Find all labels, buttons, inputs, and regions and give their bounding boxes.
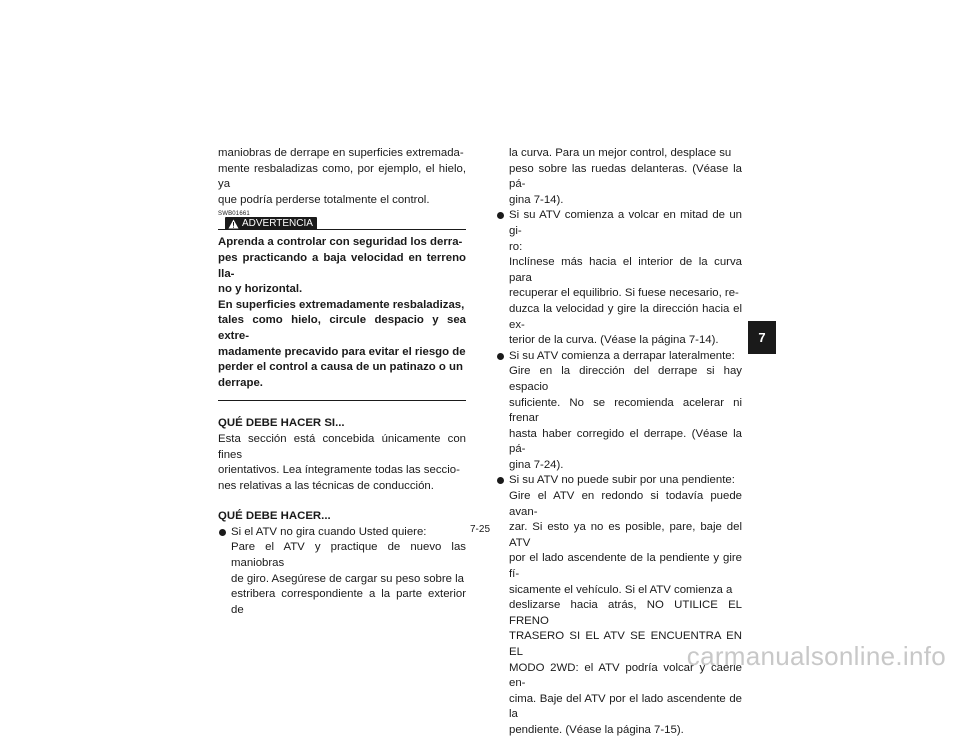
cont-line: gina 7-14). — [509, 193, 564, 206]
bullet-line: TRASERO SI EL ATV SE ENCUENTRA EN EL — [509, 630, 742, 658]
left-column — [218, 146, 466, 618]
bullet-item — [496, 349, 742, 474]
section-heading: QUÉ DEBE HACER... — [218, 510, 331, 523]
bullet-title: Si su ATV no puede subir por una pendiente: — [509, 474, 735, 487]
bullet-line: estribera correspondiente a la parte exterior de — [231, 588, 466, 616]
bullet-line: duzca la velocidad y gire la dirección hacia el ex- — [509, 302, 742, 331]
bullet-title: Si su ATV comienza a derrapar lateralmente: — [509, 349, 735, 362]
warning-header — [218, 217, 466, 233]
para-line: Esta sección está concebida únicamente con fines — [218, 432, 466, 461]
warning-code: SWB01661 — [218, 211, 250, 218]
section-heading: QUÉ DEBE HACER SI... — [218, 417, 345, 430]
bullet-line: Gire en la dirección del derrape si hay espacio — [509, 365, 742, 393]
para-line: nes relativas a las técnicas de conducción. — [218, 479, 434, 492]
cont-line: la curva. Para un mejor control, desplace su — [509, 147, 732, 159]
warning-line: tales como hielo, circule despacio y sea extre- — [218, 314, 466, 342]
intro-line: mente resbaladizas como, por ejemplo, el hielo, ya — [218, 162, 466, 191]
warning-line: madamente precavido para evitar el riesgo de — [218, 345, 466, 358]
bullet-item — [218, 525, 466, 619]
warning-line: pes practicando a baja velocidad en terreno lla- — [218, 251, 466, 280]
warning-line: derrape. — [218, 376, 263, 389]
bullet-line: hasta haber corregido el derrape. (Véase la pá- — [509, 427, 742, 456]
bullet-line: de giro. Asegúrese de cargar su peso sobre la — [231, 572, 465, 585]
bullet-title: Si su ATV comienza a volcar en mitad de un gi- — [509, 209, 742, 237]
continued-text — [496, 146, 742, 208]
warning-triangle-icon — [228, 219, 239, 229]
section-tab: 7 — [748, 321, 776, 354]
warning-end-rule — [218, 400, 466, 401]
cont-line: peso sobre las ruedas delanteras. (Véase la pá- — [509, 162, 742, 191]
warning-badge — [225, 217, 317, 230]
bullet-item — [496, 473, 742, 738]
bullet-line: pendiente. (Véase la página 7-15). — [509, 723, 684, 736]
bullet-line: cima. Baje del ATV por el lado ascendente de la — [509, 692, 742, 721]
warning-line: perder el control a causa de un patinazo o un — [218, 361, 463, 374]
bullet-title: ro: — [509, 240, 523, 253]
warning-line: Aprenda a controlar con seguridad los derra- — [218, 236, 463, 249]
warning-body — [218, 235, 466, 391]
bullet-line: por el lado ascendente de la pendiente y gire fí- — [509, 552, 742, 581]
bullet-line: Pare el ATV y practique de nuevo las maniobras — [231, 541, 466, 570]
watermark: carmanualsonline.info — [686, 641, 946, 671]
warning-line: En superficies extremadamente resbaladizas, — [218, 298, 465, 311]
intro-line: maniobras de derrape en superficies extremada- — [218, 147, 464, 159]
warning-line: no y horizontal. — [218, 283, 303, 296]
bullet-line: terior de la curva. (Véase la página 7-14). — [509, 334, 719, 347]
bullet-line: Gire el ATV en redondo si todavía puede avan- — [509, 490, 742, 518]
bullet-item — [496, 208, 742, 348]
bullet-line: recuperar el equilibrio. Si fuese necesario, re- — [509, 287, 739, 300]
para-line: orientativos. Lea íntegramente todas las seccio- — [218, 464, 460, 477]
bullet-title: Si el ATV no gira cuando Usted quiere: — [231, 525, 427, 538]
bullet-line: suficiente. No se recomienda acelerar ni frenar — [509, 396, 742, 425]
bullet-line: sicamente el vehículo. Si el ATV comienza a — [509, 583, 733, 596]
bullet-dot-icon — [497, 353, 504, 360]
bullet-line: zar. Si esto ya no es posible, pare, baje del ATV — [509, 521, 742, 549]
bullet-dot-icon — [497, 477, 504, 484]
intro-line: que podría perderse totalmente el control. — [218, 193, 430, 206]
warning-label: ADVERTENCIA — [242, 218, 313, 230]
bullet-line: gina 7-24). — [509, 458, 564, 471]
page-number: 7-25 — [469, 524, 490, 535]
bullet-line: Inclínese más hacia el interior de la curva para — [509, 256, 742, 284]
bullet-dot-icon — [497, 212, 504, 219]
bullet-line: deslizarse hacia atrás, NO UTILICE EL FRENO — [509, 599, 742, 627]
bullet-line: MODO 2WD: el ATV podría volcar y caerle en- — [509, 661, 742, 690]
